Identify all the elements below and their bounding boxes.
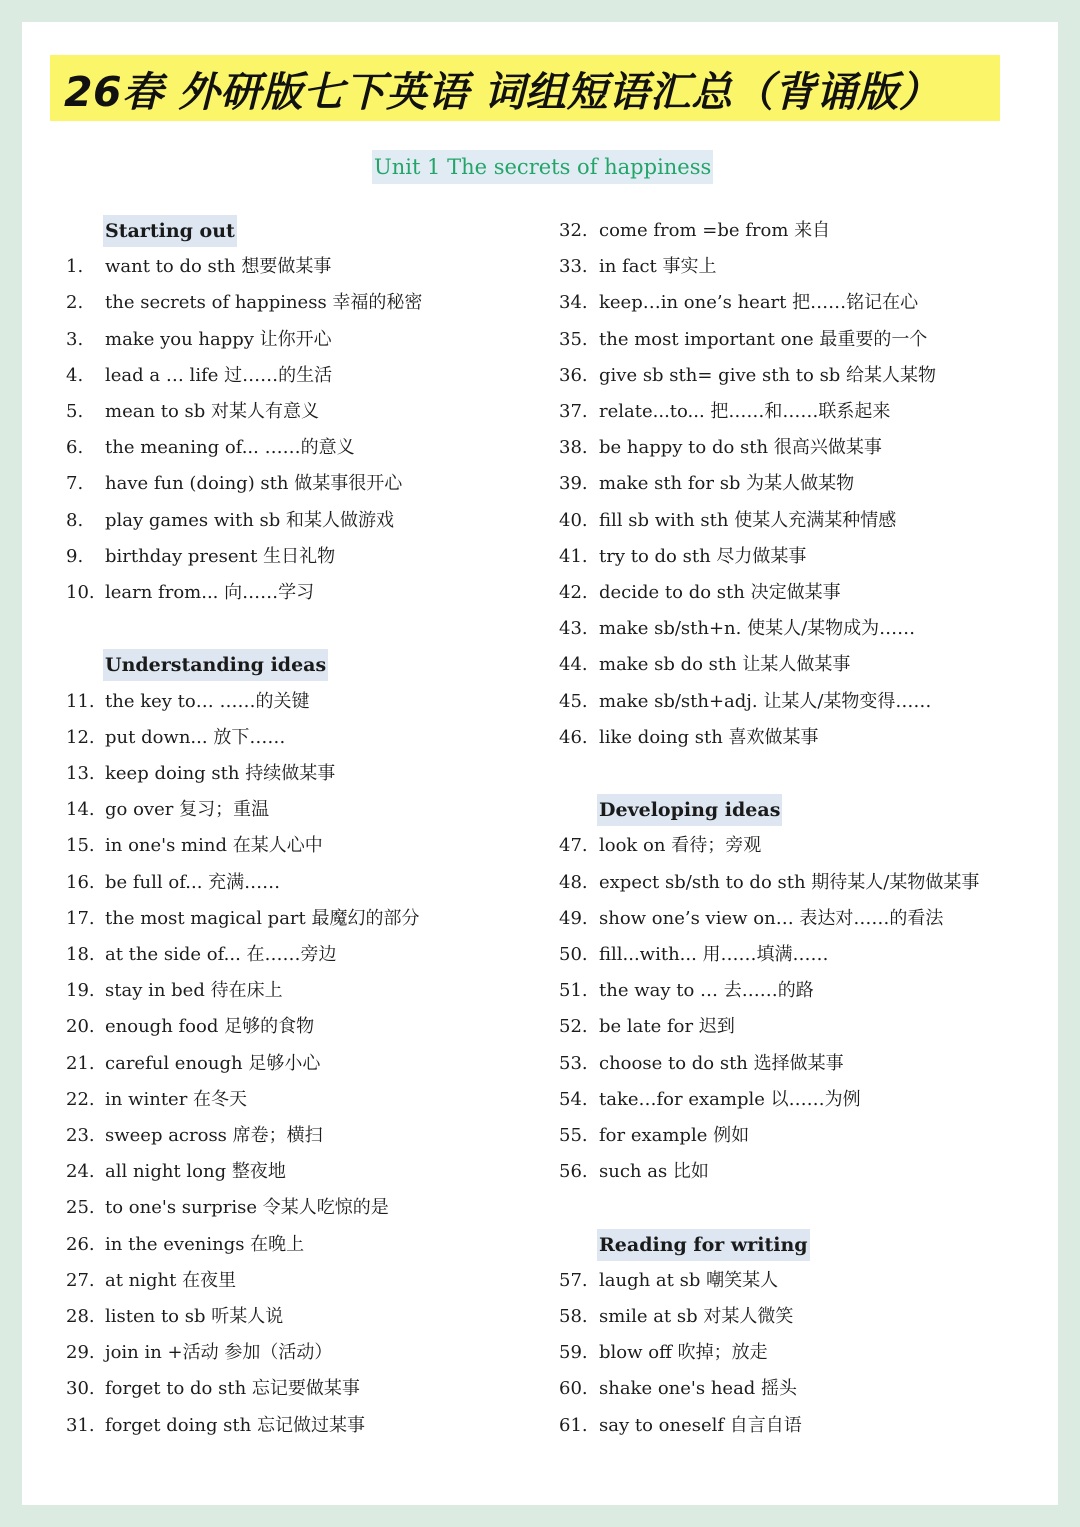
item-number: 26. xyxy=(66,1233,95,1255)
item-number: 22. xyxy=(66,1088,95,1110)
item-phrase: come from =be from 来自 xyxy=(599,220,831,241)
item-phrase: the meaning of... ……的意义 xyxy=(105,437,355,459)
item-phrase: in one's mind 在某人心中 xyxy=(105,835,323,857)
item-number: 1. xyxy=(66,256,84,278)
item-number: 58. xyxy=(559,1306,588,1327)
page-title: 26春 外研版七下英语 词组短语汇总（背诵版） xyxy=(64,67,941,116)
phrase-item xyxy=(66,542,536,572)
item-number: 2. xyxy=(66,292,84,314)
phrase-item xyxy=(559,506,1029,536)
item-phrase: keep doing sth 持续做某事 xyxy=(105,763,336,784)
item-number: 4. xyxy=(66,364,84,386)
phrase-item xyxy=(559,1411,1029,1441)
item-number: 57. xyxy=(559,1269,588,1291)
item-phrase: give sb sth= give sth to sb 给某人某物 xyxy=(599,364,937,386)
phrase-item xyxy=(559,1121,1029,1151)
item-phrase: at night 在夜里 xyxy=(105,1269,237,1291)
item-number: 40. xyxy=(559,509,588,531)
item-phrase: put down... 放下…… xyxy=(105,726,286,748)
phrase-item xyxy=(559,325,1029,355)
phrase-item xyxy=(559,433,1029,463)
phrase-item xyxy=(66,1374,536,1404)
phrase-item xyxy=(559,469,1029,499)
phrase-item xyxy=(66,976,536,1006)
phrase-item xyxy=(66,940,536,970)
phrase-item xyxy=(559,1157,1029,1187)
phrase-item xyxy=(559,1374,1029,1404)
item-number: 7. xyxy=(66,473,84,495)
item-number: 15. xyxy=(66,835,95,857)
phrase-item xyxy=(66,361,536,391)
phrase-item xyxy=(559,1338,1029,1368)
item-number: 29. xyxy=(66,1342,95,1364)
phrase-item xyxy=(66,687,536,717)
item-phrase: make you happy 让你开心 xyxy=(105,328,332,350)
item-number: 39. xyxy=(559,473,588,495)
phrase-item xyxy=(66,723,536,753)
item-number: 43. xyxy=(559,618,588,640)
item-number: 42. xyxy=(559,582,588,603)
item-phrase: make sb/sth+n. 使某人/某物成为…… xyxy=(599,618,916,640)
item-phrase: careful enough 足够小心 xyxy=(105,1052,321,1074)
item-number: 37. xyxy=(559,401,588,422)
item-number: 10. xyxy=(66,582,95,603)
item-number: 49. xyxy=(559,907,588,929)
item-number: 23. xyxy=(66,1125,95,1146)
phrase-item xyxy=(66,868,536,898)
phrase-item xyxy=(66,433,536,463)
item-phrase: mean to sb 对某人有意义 xyxy=(105,401,320,422)
phrase-item xyxy=(66,252,536,282)
item-phrase: in winter 在冬天 xyxy=(105,1088,248,1110)
item-number: 34. xyxy=(559,292,588,314)
item-number: 9. xyxy=(66,545,84,567)
item-phrase: the most important one 最重要的一个 xyxy=(599,328,928,350)
item-phrase: the most magical part 最魔幻的部分 xyxy=(105,907,420,929)
item-phrase: like doing sth 喜欢做某事 xyxy=(599,726,819,748)
item-phrase: expect sb/sth to do sth 期待某人/某物做某事 xyxy=(599,871,980,893)
item-phrase: make sth for sb 为某人做某物 xyxy=(599,473,855,495)
item-number: 32. xyxy=(559,220,588,241)
phrase-item xyxy=(559,687,1029,717)
section-heading: Understanding ideas xyxy=(103,649,328,681)
item-number: 12. xyxy=(66,726,95,748)
item-number: 36. xyxy=(559,364,588,386)
phrase-item xyxy=(66,578,536,608)
item-number: 6. xyxy=(66,437,84,459)
item-phrase: say to oneself 自言自语 xyxy=(599,1414,802,1436)
phrase-item xyxy=(559,216,1029,246)
item-phrase: relate...to... 把……和……联系起来 xyxy=(599,401,891,422)
item-number: 5. xyxy=(66,401,84,422)
item-number: 48. xyxy=(559,871,588,893)
item-phrase: the way to … 去……的路 xyxy=(599,980,814,1002)
item-phrase: make sb/sth+adj. 让某人/某物变得…… xyxy=(599,690,932,712)
phrase-item xyxy=(66,1049,536,1079)
phrase-item xyxy=(559,940,1029,970)
item-number: 25. xyxy=(66,1197,95,1219)
item-number: 27. xyxy=(66,1269,95,1291)
item-phrase: such as 比如 xyxy=(599,1161,709,1183)
phrase-item xyxy=(559,831,1029,861)
item-phrase: make sb do sth 让某人做某事 xyxy=(599,654,851,676)
item-number: 56. xyxy=(559,1161,588,1183)
item-number: 46. xyxy=(559,726,588,748)
phrase-item xyxy=(559,288,1029,318)
item-number: 18. xyxy=(66,944,95,965)
phrase-item xyxy=(559,1302,1029,1332)
phrase-item xyxy=(559,723,1029,753)
item-phrase: be happy to do sth 很高兴做某事 xyxy=(599,437,882,459)
phrase-item xyxy=(559,578,1029,608)
phrase-item xyxy=(559,1012,1029,1042)
item-phrase: go over 复习；重温 xyxy=(105,799,270,821)
phrase-item xyxy=(559,614,1029,644)
phrase-item xyxy=(66,904,536,934)
item-phrase: forget doing sth 忘记做过某事 xyxy=(105,1414,365,1436)
phrase-item xyxy=(559,904,1029,934)
phrase-item xyxy=(66,397,536,427)
item-number: 31. xyxy=(66,1414,95,1436)
item-number: 24. xyxy=(66,1161,95,1183)
phrase-item xyxy=(66,506,536,536)
phrase-item xyxy=(66,795,536,825)
item-phrase: try to do sth 尽力做某事 xyxy=(599,545,807,567)
item-phrase: stay in bed 待在床上 xyxy=(105,980,283,1002)
item-number: 16. xyxy=(66,871,95,893)
phrase-item xyxy=(66,1157,536,1187)
item-phrase: take…for example 以……为例 xyxy=(599,1088,861,1110)
item-phrase: birthday present 生日礼物 xyxy=(105,545,336,567)
item-phrase: in the evenings 在晚上 xyxy=(105,1233,305,1255)
item-phrase: sweep across 席卷；横扫 xyxy=(105,1125,323,1146)
phrase-item xyxy=(66,469,536,499)
item-phrase: lead a … life 过……的生活 xyxy=(105,364,333,386)
item-phrase: to one's surprise 令某人吃惊的是 xyxy=(105,1197,389,1219)
item-number: 60. xyxy=(559,1378,588,1400)
item-number: 59. xyxy=(559,1342,588,1364)
item-number: 20. xyxy=(66,1016,95,1038)
item-number: 19. xyxy=(66,980,95,1002)
phrase-item xyxy=(559,868,1029,898)
phrase-item xyxy=(559,976,1029,1006)
item-phrase: fill...with... 用……填满…… xyxy=(599,944,829,965)
item-phrase: keep…in one’s heart 把……铭记在心 xyxy=(599,292,919,314)
item-phrase: smile at sb 对某人微笑 xyxy=(599,1306,794,1327)
section-heading: Developing ideas xyxy=(597,794,782,826)
item-phrase: want to do sth 想要做某事 xyxy=(105,256,332,278)
item-phrase: show one’s view on… 表达对……的看法 xyxy=(599,907,944,929)
item-number: 14. xyxy=(66,799,95,821)
item-phrase: fill sb with sth 使某人充满某种情感 xyxy=(599,509,897,531)
item-phrase: join in +活动 参加（活动） xyxy=(105,1342,333,1364)
phrase-item xyxy=(559,252,1029,282)
phrase-item xyxy=(559,542,1029,572)
phrase-item xyxy=(559,361,1029,391)
item-number: 45. xyxy=(559,690,588,712)
phrase-item xyxy=(559,1266,1029,1296)
item-phrase: be late for 迟到 xyxy=(599,1016,735,1038)
item-number: 44. xyxy=(559,654,588,676)
item-phrase: listen to sb 听某人说 xyxy=(105,1306,284,1327)
item-phrase: be full of... 充满…… xyxy=(105,871,281,893)
section-heading: Reading for writing xyxy=(597,1229,810,1261)
phrase-item xyxy=(66,1338,536,1368)
item-number: 28. xyxy=(66,1306,95,1327)
item-phrase: laugh at sb 嘲笑某人 xyxy=(599,1269,779,1291)
item-phrase: learn from... 向……学习 xyxy=(105,582,315,603)
phrase-item xyxy=(66,1230,536,1260)
item-number: 50. xyxy=(559,944,588,965)
item-phrase: the key to… ……的关键 xyxy=(105,690,310,712)
item-phrase: decide to do sth 决定做某事 xyxy=(599,582,841,603)
phrase-item xyxy=(66,288,536,318)
item-phrase: choose to do sth 选择做某事 xyxy=(599,1052,844,1074)
item-number: 38. xyxy=(559,437,588,459)
item-number: 30. xyxy=(66,1378,95,1400)
item-number: 47. xyxy=(559,835,588,857)
item-number: 3. xyxy=(66,328,84,350)
item-number: 55. xyxy=(559,1125,588,1146)
item-number: 41. xyxy=(559,545,588,567)
item-phrase: have fun (doing) sth 做某事很开心 xyxy=(105,473,403,495)
item-number: 54. xyxy=(559,1088,588,1110)
phrase-item xyxy=(559,650,1029,680)
item-number: 61. xyxy=(559,1414,588,1436)
phrase-item xyxy=(559,397,1029,427)
item-phrase: all night long 整夜地 xyxy=(105,1161,286,1183)
unit-title: Unit 1 The secrets of happiness xyxy=(372,150,713,184)
item-phrase: shake one's head 摇头 xyxy=(599,1378,798,1400)
item-phrase: in fact 事实上 xyxy=(599,256,717,278)
phrase-item xyxy=(66,1085,536,1115)
phrase-item xyxy=(66,1266,536,1296)
item-number: 51. xyxy=(559,980,588,1002)
phrase-item xyxy=(559,1085,1029,1115)
phrase-item xyxy=(66,1302,536,1332)
item-number: 35. xyxy=(559,328,588,350)
item-phrase: the secrets of happiness 幸福的秘密 xyxy=(105,292,423,314)
item-number: 33. xyxy=(559,256,588,278)
phrase-item xyxy=(66,1193,536,1223)
item-number: 52. xyxy=(559,1016,588,1038)
phrase-item xyxy=(66,1411,536,1441)
title-banner xyxy=(50,55,1000,121)
phrase-item xyxy=(66,1012,536,1042)
item-phrase: forget to do sth 忘记要做某事 xyxy=(105,1378,360,1400)
item-phrase: blow off 吹掉；放走 xyxy=(599,1342,768,1364)
item-phrase: look on 看待；旁观 xyxy=(599,835,762,857)
item-phrase: for example 例如 xyxy=(599,1125,750,1146)
item-number: 11. xyxy=(66,690,95,712)
phrase-item xyxy=(66,1121,536,1151)
item-number: 17. xyxy=(66,907,95,929)
item-number: 53. xyxy=(559,1052,588,1074)
item-number: 21. xyxy=(66,1052,95,1074)
item-number: 8. xyxy=(66,509,84,531)
item-phrase: enough food 足够的食物 xyxy=(105,1016,315,1038)
item-phrase: play games with sb 和某人做游戏 xyxy=(105,509,395,531)
phrase-item xyxy=(559,1049,1029,1079)
phrase-item xyxy=(66,831,536,861)
phrase-item xyxy=(66,325,536,355)
item-number: 13. xyxy=(66,763,95,784)
phrase-item xyxy=(66,759,536,789)
item-phrase: at the side of... 在……旁边 xyxy=(105,944,337,965)
section-heading: Starting out xyxy=(103,215,237,247)
